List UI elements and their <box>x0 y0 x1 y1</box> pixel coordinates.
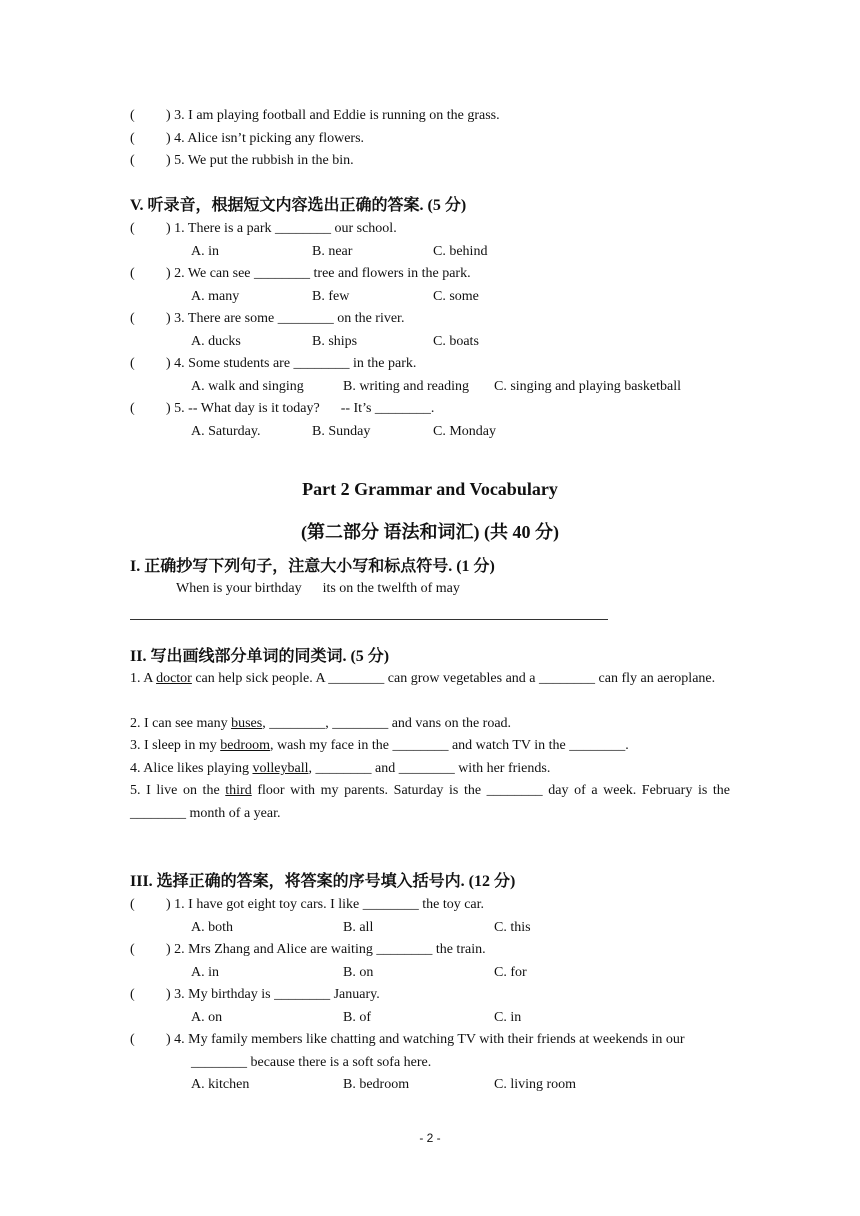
question-text: ) 2. Mrs Zhang and Alice are waiting ________ the train. <box>166 942 486 957</box>
question-text: ) 5. -- What day is it today? -- It’s ________. <box>166 401 435 416</box>
underlined-word: third <box>225 783 252 798</box>
answer-paren: ( <box>130 131 135 146</box>
option-c: C. living room <box>494 1077 577 1092</box>
question-5 <box>130 780 730 825</box>
writing-line <box>130 619 608 620</box>
question-line <box>130 220 397 238</box>
option-b: B. of <box>343 1010 371 1025</box>
question-3 <box>130 735 730 758</box>
underlined-word: buses <box>231 716 263 731</box>
question-text: ) 1. There is a park ________ our school. <box>166 221 397 236</box>
answer-paren: ( <box>130 897 135 912</box>
option-b: B. Sunday <box>312 424 371 439</box>
copy-sentence: When is your birthday its on the twelfth of may <box>176 581 460 596</box>
option-a: A. both <box>191 920 233 935</box>
answer-paren: ( <box>130 987 135 1002</box>
question-continuation: ________ because there is a soft sofa here. <box>191 1055 432 1070</box>
option-c: C. behind <box>433 244 488 259</box>
option-c: C. boats <box>433 334 479 349</box>
option-c: C. some <box>433 289 479 304</box>
question-text: , ________, ________ and vans on the road. <box>262 716 512 731</box>
option-a: A. walk and singing <box>191 379 304 394</box>
part-title: Part 2 Grammar and Vocabulary <box>302 479 558 499</box>
option-b: B. writing and reading <box>343 379 469 394</box>
option-c: C. Monday <box>433 424 496 439</box>
page-number: - 2 - <box>419 1131 441 1145</box>
option-c: C. singing and playing basketball <box>494 379 682 394</box>
question-text: 1. A <box>130 671 157 686</box>
section-iii-title: III. 选择正确的答案，将答案的序号填入括号内. (12 分) <box>130 873 516 890</box>
question-text: ) 3. There are some ________ on the river. <box>166 311 405 326</box>
option-b: B. few <box>312 289 350 304</box>
option-b: B. bedroom <box>343 1077 410 1092</box>
question-text: ) 4. Alice isn’t picking any flowers. <box>166 131 365 146</box>
question-text: ) 1. I have got eight toy cars. I like ________ the toy car. <box>166 897 485 912</box>
option-a: A. on <box>191 1010 223 1025</box>
option-a: A. Saturday. <box>191 424 261 439</box>
option-a: A. in <box>191 244 219 259</box>
question-line <box>130 355 416 373</box>
question-line <box>130 986 380 1004</box>
answer-paren: ( <box>130 221 135 236</box>
question-text: 5. I live on the <box>130 783 226 798</box>
option-c: C. this <box>494 920 531 935</box>
question-line <box>130 1031 685 1049</box>
question-4 <box>130 758 730 781</box>
question-line <box>130 130 364 148</box>
answer-paren: ( <box>130 401 135 416</box>
section-i-title: I. 正确抄写下列句子，注意大小写和标点符号. (1 分) <box>130 558 495 575</box>
option-b: B. near <box>312 244 353 259</box>
answer-paren: ( <box>130 266 135 281</box>
question-2 <box>130 713 730 736</box>
question-text: ) 2. We can see ________ tree and flowers in the park. <box>166 266 471 281</box>
question-text: , ________ and ________ with her friends. <box>308 761 551 776</box>
part-subtitle: (第二部分 语法和词汇) (共 40 分) <box>301 522 559 542</box>
question-line <box>130 152 354 170</box>
option-b: B. ships <box>312 334 358 349</box>
question-text: , wash my face in the ________ and watch TV in the ________. <box>269 738 629 753</box>
question-text: 2. I can see many <box>130 716 232 731</box>
question-text: 3. I sleep in my <box>130 738 221 753</box>
question-text: ) 4. Some students are ________ in the park. <box>166 356 417 371</box>
option-c: C. in <box>494 1010 522 1025</box>
underlined-word: bedroom <box>220 738 270 753</box>
underlined-word: volleyball <box>252 761 309 776</box>
question-text: floor with my parents. Saturday is the ________ day of a week. February is the ________ month of a year. <box>130 783 730 821</box>
question-1 <box>130 668 730 691</box>
answer-paren: ( <box>130 356 135 371</box>
option-c: C. for <box>494 965 527 980</box>
option-a: A. many <box>191 289 240 304</box>
question-line <box>130 310 404 328</box>
option-a: A. ducks <box>191 334 241 349</box>
option-b: B. all <box>343 920 374 935</box>
answer-paren: ( <box>130 108 135 123</box>
option-a: A. in <box>191 965 219 980</box>
option-b: B. on <box>343 965 374 980</box>
question-text: ) 4. My family members like chatting and watching TV with their friends at weekends in our <box>166 1032 685 1047</box>
question-line <box>130 941 486 959</box>
question-text: 4. Alice likes playing <box>130 761 253 776</box>
underlined-word: doctor <box>156 671 192 686</box>
answer-paren: ( <box>130 942 135 957</box>
question-line <box>130 400 434 418</box>
answer-paren: ( <box>130 1032 135 1047</box>
section-v-title: V. 听录音，根据短文内容选出正确的答案. (5 分) <box>130 197 467 214</box>
question-line <box>130 265 471 283</box>
section-ii-title: II. 写出画线部分单词的同类词. (5 分) <box>130 648 390 665</box>
question-text: can help sick people. A ________ can grow vegetables and a ________ can fly an aeroplane. <box>191 671 716 686</box>
question-text: ) 5. We put the rubbish in the bin. <box>166 153 354 168</box>
question-line <box>130 896 484 914</box>
answer-paren: ( <box>130 311 135 326</box>
option-a: A. kitchen <box>191 1077 250 1092</box>
question-line <box>130 107 500 125</box>
question-text: ) 3. I am playing football and Eddie is running on the grass. <box>166 108 500 123</box>
question-text: ) 3. My birthday is ________ January. <box>166 987 380 1002</box>
answer-paren: ( <box>130 153 135 168</box>
